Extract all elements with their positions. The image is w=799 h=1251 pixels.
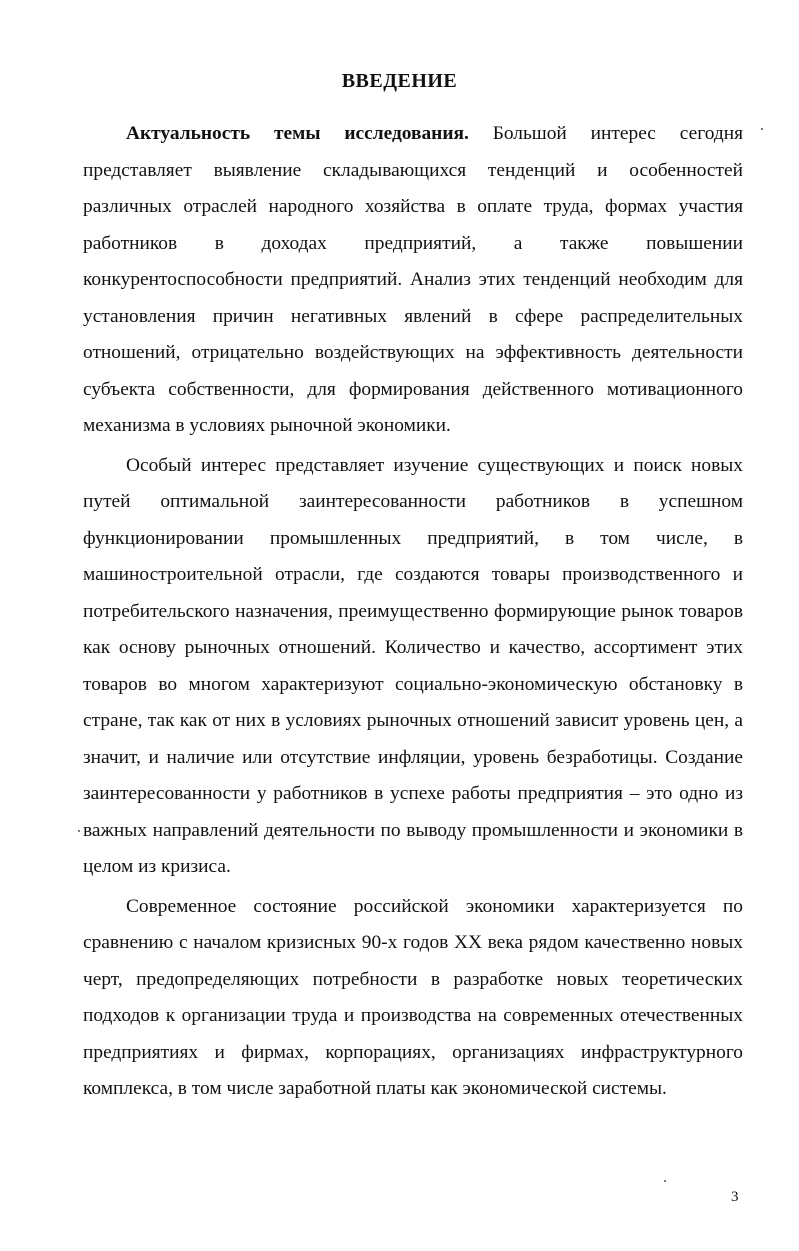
page-number: 3	[731, 1189, 739, 1205]
body-text	[83, 116, 743, 1108]
scan-speck	[761, 128, 763, 130]
scan-speck	[664, 1180, 666, 1182]
paragraph-2: Особый интерес представляет изучение существующих и поиск новых путей оптимальной заинтересованности работников в успешном функционировании промышленных предприятий, в том числе, в машиностроительной отрасли, где создаются товары производственного и потребительского назначения, преимущественно формирующие рынок товаров как основу рыночных отношений. Количество и качество, ассортимент этих товаров во многом характеризуют социально-экономическую обстановку в стране, так как от них в условиях рыночных отношений зависит уровень цен, а значит, и наличие или отсутствие инфляции, уровень безработицы. Создание заинтересованности у работников в успехе работы предприятия – это одно из важных направлений деятельности по выводу промышленности и экономики в целом из кризиса.	[83, 454, 743, 877]
paragraph-1-lead: Актуальность темы исследования.	[126, 123, 469, 144]
page-title: ВВЕДЕНИЕ	[341, 70, 458, 92]
scan-speck	[78, 830, 80, 832]
paragraph-3: Современное состояние российской экономики характеризуется по сравнению с началом кризисных 90-х годов XX века рядом качественно новых черт, предопределяющих потребности в разработке новых теоретических подходов к организации труда и производства на современных отечественных предприятиях и фирмах, корпорациях, организациях инфраструктурного комплекса, в том числе заработной платы как экономической системы.	[83, 895, 743, 1099]
paragraph-1	[83, 116, 743, 445]
paragraph-1-text: Большой интерес сегодня представляет выявление складывающихся тенденций и особенностей различных отраслей народного хозяйства в оплате труда, формах участия работников в доходах предприятий, а также повышении конкурентоспособности предприятий. Анализ этих тенденций необходим для установления причин негативных явлений в сфере распределительных отношений, отрицательно воздействующих на эффективность деятельности субъекта собственности, для формирования действенного мотивационного механизма в условиях рыночной экономики.	[83, 123, 743, 436]
